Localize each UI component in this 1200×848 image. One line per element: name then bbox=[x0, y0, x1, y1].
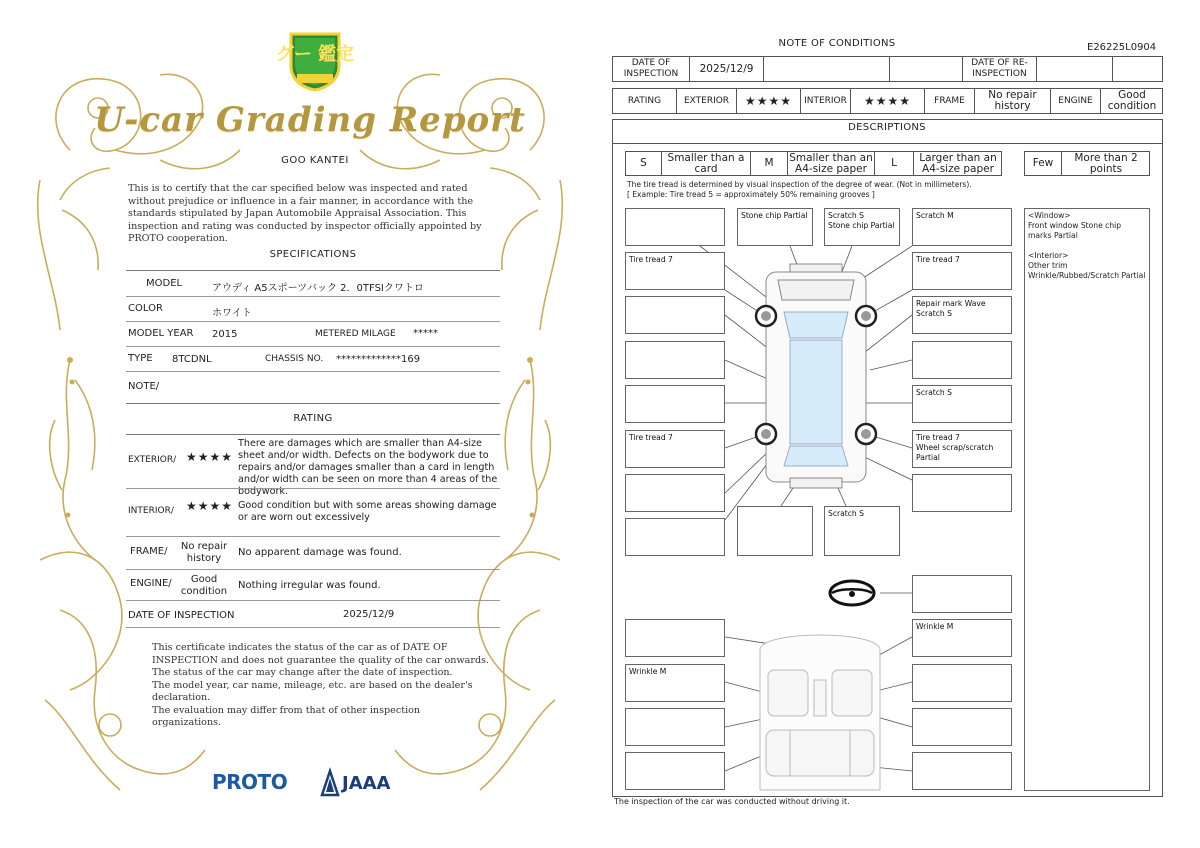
engine-label: ENGINE bbox=[1051, 89, 1101, 113]
certificate-intro: This is to certify that the car specified below was inspected and rated without prejudice or influence in a fair manner, in accordance with the standards stipulated by Japan Automobile Appraisal Association. This inspection and rating was conducted by inspector officially appointed by PROTO cooperation. bbox=[128, 183, 482, 245]
engine-value: Good condition bbox=[180, 574, 228, 597]
footnote-line: This certificate indicates the status of the car as of DATE OF bbox=[152, 642, 448, 653]
color-label: COLOR bbox=[128, 303, 163, 314]
blank-cell bbox=[1113, 57, 1163, 81]
metered-mileage-value: ***** bbox=[413, 328, 438, 339]
divider bbox=[612, 143, 1163, 144]
divider bbox=[126, 371, 500, 372]
divider bbox=[126, 434, 500, 435]
exterior-label: EXTERIOR/ bbox=[128, 455, 177, 465]
legend-meaning: Smaller than a card bbox=[662, 152, 751, 175]
divider bbox=[126, 569, 500, 570]
additional-notes-panel: <Window> Front window Stone chip marks Partial <Interior> Other trim Wrinkle/Rubbed/Scratch Partial bbox=[1024, 208, 1150, 791]
proto-logo bbox=[212, 770, 287, 794]
date-of-inspection-value: 2025/12/9 bbox=[690, 57, 764, 81]
footnote-line: declaration. bbox=[152, 692, 211, 703]
condition-box: Scratch S bbox=[824, 506, 900, 556]
divider bbox=[126, 346, 500, 347]
exterior-stars: ★★★★ bbox=[737, 89, 801, 113]
condition-box bbox=[625, 518, 725, 556]
condition-box bbox=[912, 752, 1012, 790]
chassis-label: CHASSIS NO. bbox=[265, 354, 324, 364]
date-of-inspection-label: DATE OF INSPECTION bbox=[128, 610, 235, 621]
condition-box: Tire tread 7 bbox=[912, 252, 1012, 290]
proto-logo-text: PROTO bbox=[212, 770, 288, 794]
condition-box bbox=[912, 708, 1012, 746]
jaaa-emblem-icon bbox=[320, 770, 340, 796]
blank-cell bbox=[890, 57, 963, 81]
descriptions-heading: DESCRIPTIONS bbox=[848, 122, 926, 133]
condition-box: Tire tread 7 Wheel scrap/scratch Partial bbox=[912, 430, 1012, 468]
date-of-inspection-value: 2025/12/9 bbox=[343, 609, 395, 620]
color-value: ホワイト bbox=[212, 308, 252, 319]
divider bbox=[126, 600, 500, 601]
interior-label: INTERIOR bbox=[801, 89, 851, 113]
condition-box: Scratch S bbox=[912, 385, 1012, 423]
date-of-reinspection-label: DATE OF RE-INSPECTION bbox=[963, 57, 1037, 81]
exterior-description: There are damages which are smaller than A4-size sheet and/or width. Defects on the bodywork due to repairs and/or damages smaller than a card in length and/or width can be seen on more than 4 areas of the bodywork. bbox=[238, 438, 498, 497]
model-value: アウディ A5スポーツバック 2．0TFSIクワトロ bbox=[212, 283, 424, 294]
steering-wheel-icon bbox=[830, 581, 874, 605]
blank-cell bbox=[1037, 57, 1113, 81]
type-label: TYPE bbox=[128, 353, 153, 364]
divider bbox=[126, 536, 500, 537]
condition-box bbox=[625, 208, 725, 246]
metered-mileage-label: METERED MILAGE bbox=[315, 329, 396, 339]
model-label: MODEL bbox=[146, 278, 183, 289]
condition-box bbox=[625, 474, 725, 512]
sheet-code: E26225L0904 bbox=[1087, 42, 1157, 53]
divider bbox=[126, 627, 500, 628]
divider bbox=[126, 488, 500, 489]
model-year-value: 2015 bbox=[212, 329, 238, 340]
size-legend bbox=[625, 151, 1002, 176]
divider bbox=[126, 403, 500, 404]
interior-stars: ★★★★ bbox=[186, 499, 234, 513]
legend-code: M bbox=[751, 152, 788, 175]
condition-box: Wrinkle M bbox=[625, 664, 725, 702]
specifications-heading: SPECIFICATIONS bbox=[269, 249, 357, 260]
condition-box bbox=[625, 708, 725, 746]
legend-code: L bbox=[875, 152, 914, 175]
engine-description: Nothing irregular was found. bbox=[238, 580, 381, 591]
divider bbox=[126, 296, 500, 297]
model-year-label: MODEL YEAR bbox=[128, 328, 194, 339]
condition-box bbox=[912, 575, 1012, 613]
condition-box bbox=[625, 619, 725, 657]
footnote-line: The model year, car name, mileage, etc. are based on the dealer's bbox=[152, 679, 473, 691]
tire-note-example: [ Example: Tire tread 5 = approximately 50% remaining grooves ] bbox=[627, 190, 875, 199]
certificate-footnote bbox=[152, 642, 492, 730]
condition-box bbox=[625, 296, 725, 334]
interior-stars: ★★★★ bbox=[851, 89, 925, 113]
condition-box bbox=[625, 752, 725, 790]
condition-box: Scratch S Stone chip Partial bbox=[824, 208, 900, 246]
condition-box: Wrinkle M bbox=[912, 619, 1012, 657]
type-value: 8TCDNL bbox=[172, 354, 212, 365]
rating-heading: RATING bbox=[293, 413, 333, 424]
condition-box: Scratch M bbox=[912, 208, 1012, 246]
divider bbox=[126, 321, 500, 322]
engine-value: Good condition bbox=[1107, 89, 1157, 112]
blank-cell bbox=[764, 57, 890, 81]
exterior-label: EXTERIOR bbox=[677, 89, 737, 113]
condition-box: Repair mark Wave Scratch S bbox=[912, 296, 1012, 334]
certificate-subtitle: GOO KANTEI bbox=[281, 155, 349, 166]
frame-value: No repair history bbox=[975, 89, 1051, 113]
note-label: NOTE/ bbox=[128, 381, 160, 392]
footnote-line: The evaluation may differ from that of other inspection organizations. bbox=[152, 704, 421, 728]
footnote-line: INSPECTION and does not guarantee the quality of the car onwards. bbox=[152, 654, 490, 666]
condition-box bbox=[625, 385, 725, 423]
badge-label: グー 鑑定 bbox=[275, 44, 355, 65]
goo-kantei-badge-icon bbox=[275, 30, 355, 92]
condition-box: Tire tread 7 bbox=[625, 252, 725, 290]
jaaa-logo: JAAA bbox=[342, 773, 391, 794]
rating-label: RATING bbox=[613, 89, 677, 113]
frame-description: No apparent damage was found. bbox=[238, 547, 402, 558]
certificate-title: U-car Grading Report bbox=[94, 100, 526, 140]
footnote-line: The status of the car may change after the date of inspection. bbox=[152, 667, 453, 678]
frame-value: No repair history bbox=[180, 541, 228, 564]
condition-box bbox=[737, 506, 813, 556]
frame-label: FRAME/ bbox=[130, 546, 168, 557]
condition-box: Stone chip Partial bbox=[737, 208, 813, 246]
divider bbox=[126, 270, 500, 271]
condition-box bbox=[912, 664, 1012, 702]
interior-description: Good condition but with some areas showing damage or are worn out excessively bbox=[238, 500, 497, 523]
sheet-title: NOTE OF CONDITIONS bbox=[778, 38, 896, 49]
exterior-stars: ★★★★ bbox=[186, 450, 234, 464]
condition-box bbox=[912, 474, 1012, 512]
legend-meaning: Smaller than an A4-size paper bbox=[788, 152, 875, 175]
interior-label: INTERIOR/ bbox=[128, 506, 174, 516]
rating-row bbox=[612, 88, 1163, 114]
engine-label: ENGINE/ bbox=[130, 578, 172, 589]
condition-box bbox=[625, 341, 725, 379]
chassis-value: *************169 bbox=[336, 354, 421, 365]
inspection-note: The inspection of the car was conducted without driving it. bbox=[614, 797, 850, 806]
inspection-date-row bbox=[612, 56, 1163, 82]
legend-code: S bbox=[626, 152, 662, 175]
few-legend bbox=[1024, 151, 1150, 176]
tire-note: The tire tread is determined by visual inspection of the degree of wear. (Not in millimeters). bbox=[627, 180, 972, 189]
condition-box: Tire tread 7 bbox=[625, 430, 725, 468]
legend-meaning: Larger than an A4-size paper bbox=[919, 151, 997, 175]
legend-code: Few bbox=[1025, 152, 1062, 175]
date-of-inspection-label: DATE OF INSPECTION bbox=[613, 57, 690, 81]
frame-label: FRAME bbox=[925, 89, 975, 113]
legend-meaning: More than 2 points bbox=[1074, 151, 1138, 175]
condition-box bbox=[912, 341, 1012, 379]
